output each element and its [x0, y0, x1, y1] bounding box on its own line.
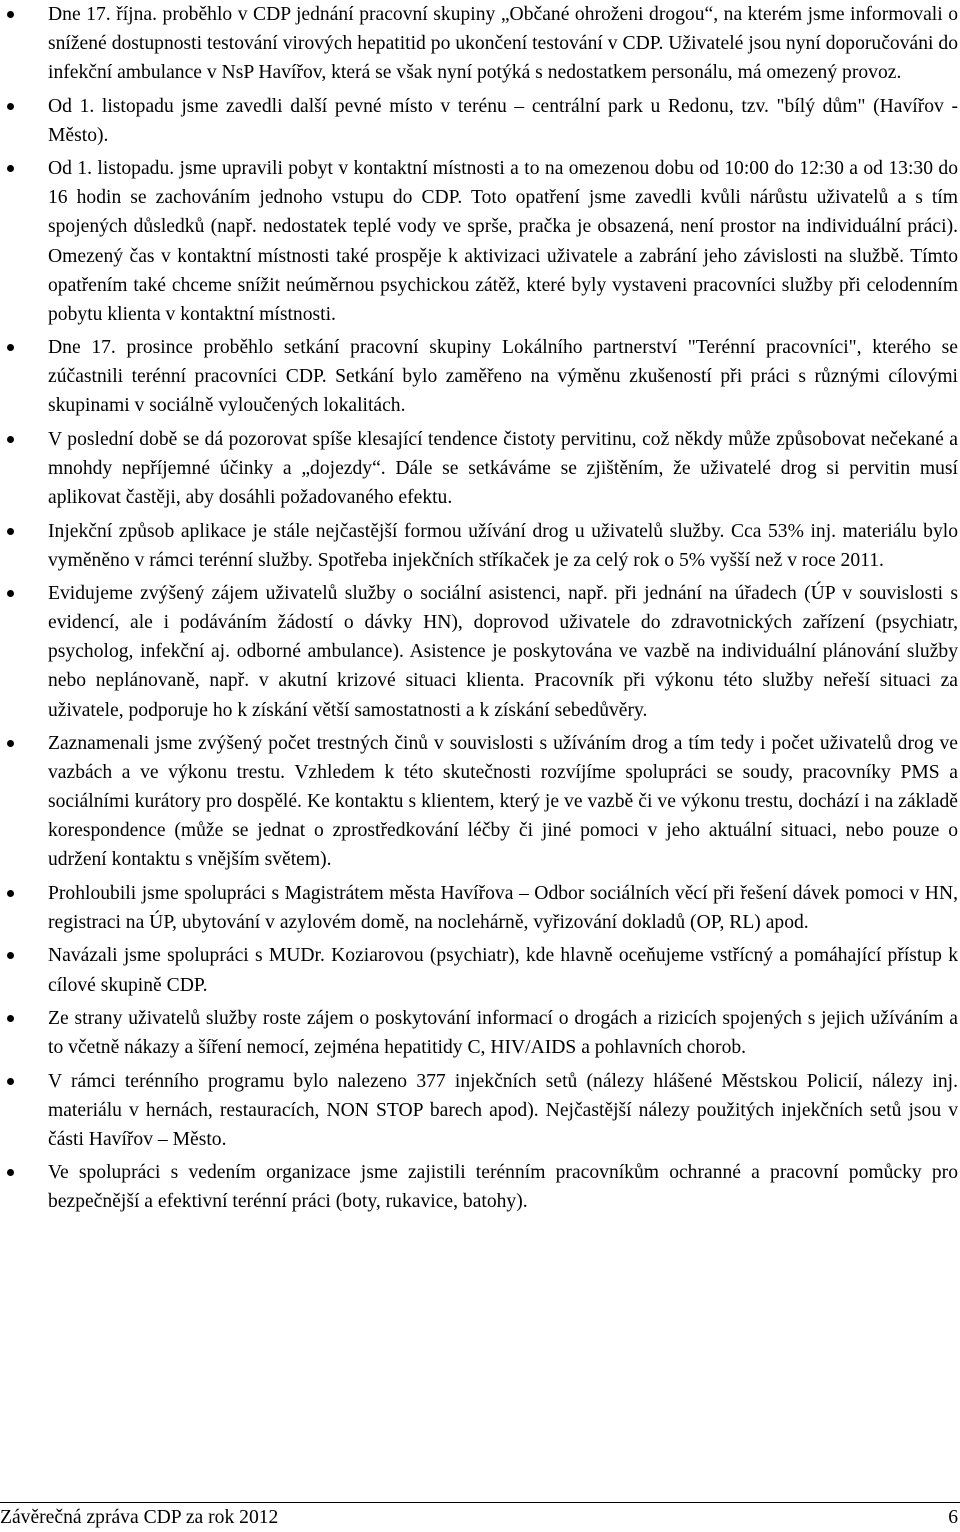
- list-item: [48, 729, 958, 874]
- bullet-icon: [7, 1015, 14, 1022]
- list-item-text: Injekční způsob aplikace je stále nejčastější formou užívání drog u uživatelů služby. Cca 53% inj. materiálu bylo vyměněno v rámci terénní služby. Spotřeba injekčních stříkaček je za celý rok o 5% vyšší než v roce 2011.: [48, 520, 958, 571]
- bullet-icon: [7, 528, 14, 535]
- list-item-text: Od 1. listopadu. jsme upravili pobyt v kontaktní místnosti a to na omezenou dobu od 10:00 do 12:30 a od 13:30 do 16 hodin se zachováním jednoho vstupu do CDP. Toto opatření jsme zavedli kvůli nárůstu uživatelů a s tím spojených důsledků (např. nedostatek teplé vody ve sprše, pračka je obsazená, není prostor na individuální práci). Omezený čas v kontaktní místnosti také prospěje k aktivizaci uživatele a zabrání jeho závislosti na službě. Tímto opatřením také chceme snížit neúměrnou psychickou zátěž, které byly vystaveni pracovníci služby při celodenním pobytu klienta v kontaktní místnosti.: [48, 158, 958, 325]
- bullet-icon: [7, 11, 14, 18]
- list-item: [48, 1004, 958, 1062]
- bullet-icon: [7, 740, 14, 747]
- bullet-icon: [7, 165, 14, 172]
- footer-title: Závěrečná zpráva CDP za rok 2012: [0, 1507, 279, 1528]
- bullet-icon: [7, 1078, 14, 1085]
- list-item: [48, 154, 958, 329]
- bullet-icon: [7, 436, 14, 443]
- bullet-icon: [7, 103, 14, 110]
- footer-divider: [0, 1502, 960, 1503]
- list-item: [48, 92, 958, 150]
- bullet-icon: [7, 344, 14, 351]
- bullet-list: [48, 0, 958, 1221]
- list-item-text: Navázali jsme spolupráci s MUDr. Koziarovou (psychiatr), kde hlavně oceňujeme vstřícný a pomáhající přístup k cílové skupině CDP.: [48, 945, 958, 996]
- list-item-text: Prohloubili jsme spolupráci s Magistrátem města Havířova – Odbor sociálních věcí při řešení dávek pomoci v HN, registraci na ÚP, ubytování v azylovém domě, na noclehárně, vyřizování dokladů (OP, RL) apod.: [48, 882, 958, 933]
- list-item-text: Od 1. listopadu jsme zavedli další pevné místo v terénu – centrální park u Redonu, tzv. "bílý dům" (Havířov - Město).: [48, 95, 958, 146]
- list-item: [48, 517, 958, 575]
- list-item-text: V poslední době se dá pozorovat spíše klesající tendence čistoty pervitinu, což někdy může způsobovat nečekané a mnohdy nepříjemné účinky a „dojezdy“. Dále se setkáváme se zjištěním, že uživatelé drog si pervitin musí aplikovat častěji, aby dosáhli požadovaného efektu.: [48, 428, 958, 509]
- list-item-text: Ze strany uživatelů služby roste zájem o poskytování informací o drogách a rizicích spojených s jejich užíváním a to včetně nákazy a šíření nemocí, zejména hepatitidy C, HIV/AIDS a pohlavních chorob.: [48, 1008, 958, 1059]
- list-item: [48, 1158, 958, 1216]
- list-item: [48, 425, 958, 512]
- list-item-text: Ve spolupráci s vedením organizace jsme zajistili terénním pracovníkům ochranné a pracovní pomůcky pro bezpečnější a efektivní terénní práci (boty, rukavice, batohy).: [48, 1162, 958, 1213]
- list-item: [48, 0, 958, 87]
- list-item: [48, 1067, 958, 1154]
- list-item: [48, 941, 958, 999]
- list-item: [48, 879, 958, 937]
- bullet-icon: [7, 1169, 14, 1176]
- bullet-icon: [7, 590, 14, 597]
- list-item: [48, 579, 958, 724]
- page-number: 6: [948, 1507, 958, 1528]
- list-item-text: Dne 17. října. proběhlo v CDP jednání pracovní skupiny „Občané ohroženi drogou“, na kterém jsme informovali o snížené dostupnosti testování virových hepatitid po ukončení testování v CDP. Uživatelé jsou nyní doporučováni do infekční ambulance v NsP Havířov, která se však nyní potýká s nedostatkem personálu, má omezený provoz.: [48, 4, 958, 84]
- list-item-text: Zaznamenali jsme zvýšený počet trestných činů v souvislosti s užíváním drog a tím tedy i počet uživatelů drog ve vazbách a ve výkonu trestu. Vzhledem k této skutečnosti rozvíjíme spolupráci se soudy, pracovníky PMS a sociálními kurátory pro dospělé. Ke kontaktu s klientem, který je ve vazbě či ve výkonu trestu, dochází i na základě korespondence (může se jednat o zprostředkování léčby či jiné pomoci v jeho aktuální situaci, nebo pouze o udržení kontaktu s vnějším světem).: [48, 732, 958, 871]
- list-item-text: V rámci terénního programu bylo nalezeno 377 injekčních setů (nálezy hlášené Městskou Policií, nálezy inj. materiálu v hernách, restauracích, NON STOP barech apod). Nejčastější nálezy použitých injekčních setů jsou v části Havířov – Město.: [48, 1070, 958, 1150]
- list-item-text: Dne 17. prosince proběhlo setkání pracovní skupiny Lokálního partnerství "Terénní pracovníci", kterého se zúčastnili terénní pracovníci CDP. Setkání bylo zaměřeno na výměnu zkušeností při práci s různými cílovými skupinami v sociálně vyloučených lokalitách.: [48, 337, 958, 417]
- bullet-icon: [7, 952, 14, 959]
- list-item: [48, 333, 958, 420]
- list-item-text: Evidujeme zvýšený zájem uživatelů služby o sociální asistenci, např. při jednání na úřadech (ÚP v souvislosti s evidencí, ale i podáváním žádostí o dávky HN), doprovod uživatele do zdravotnických zařízení (psychiatr, psycholog, infekční aj. odborné ambulance). Asistence je poskytována ve vazbě na individuální plánování služby nebo neplánovaně, např. v akutní krizové situaci klienta. Pracovník při výkonu této služby neřeší situaci za uživatele, podporuje ho k získání větší samostatnosti a k získání sebedůvěry.: [48, 583, 958, 721]
- bullet-icon: [7, 890, 14, 897]
